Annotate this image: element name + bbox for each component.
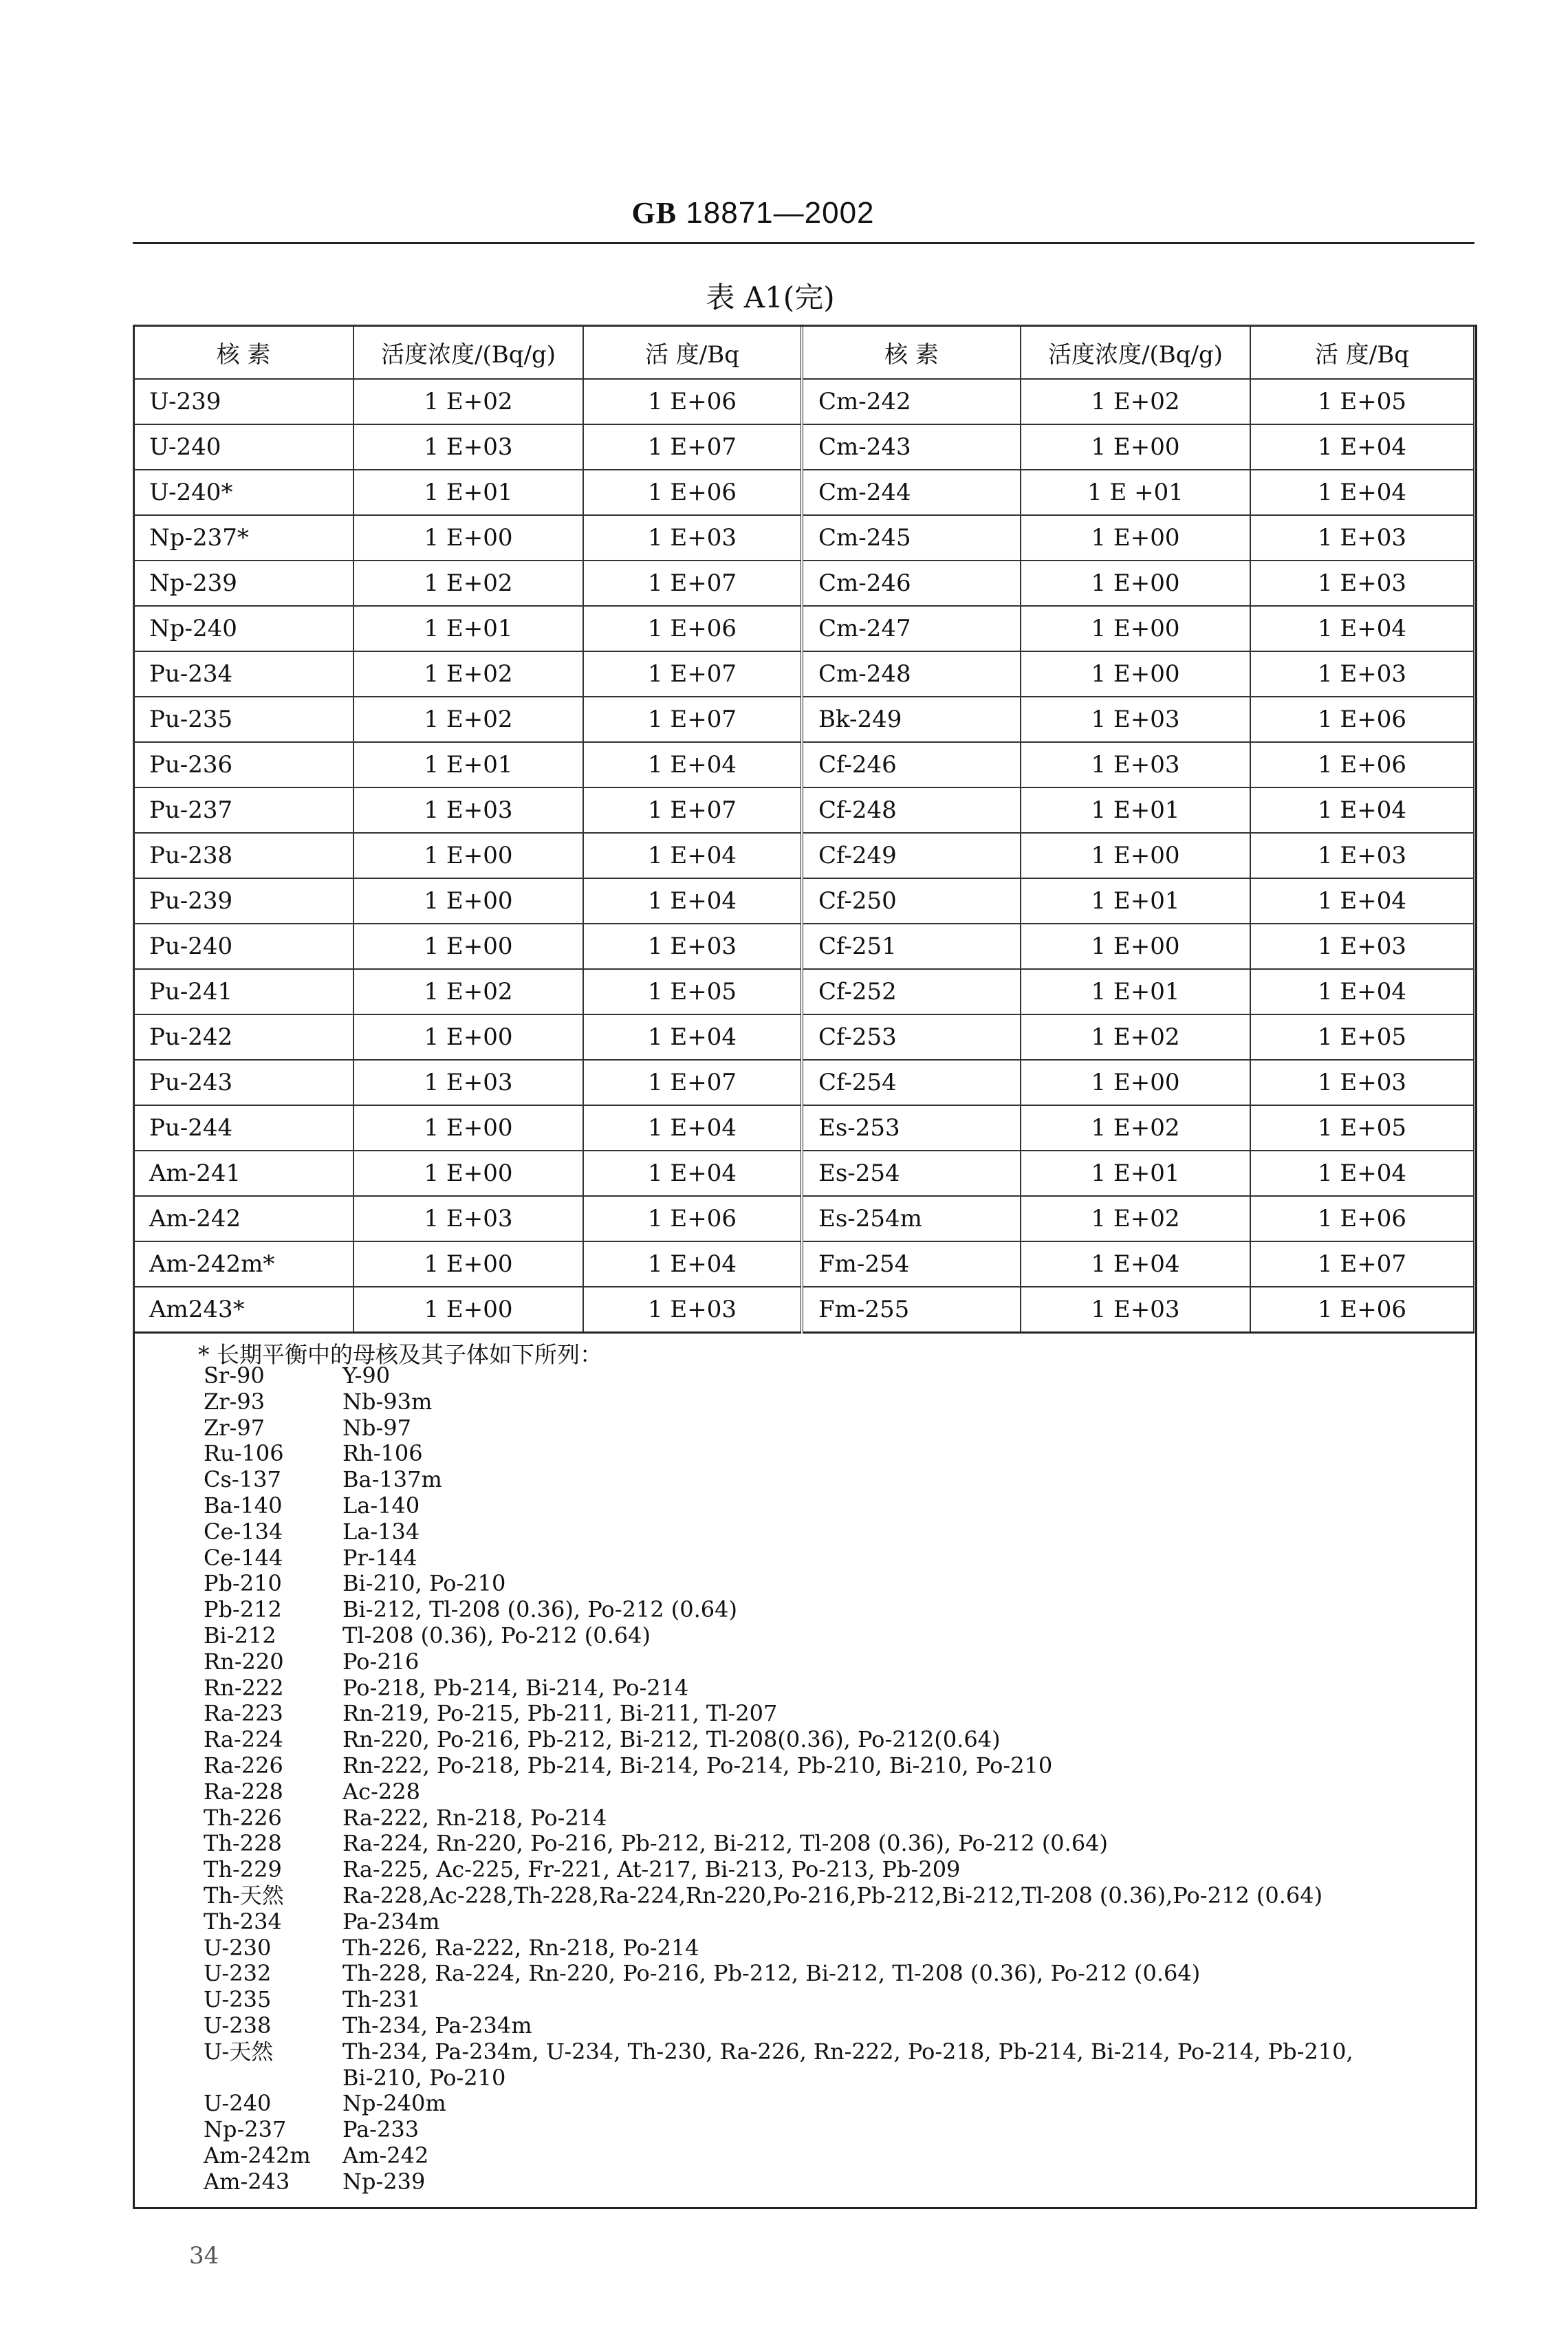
activity-concentration-cell: 1 E+02: [353, 969, 583, 1014]
decay-chain-row: [204, 1363, 1469, 1389]
nuclide-cell: Es-254: [802, 1151, 1021, 1196]
activity-concentration-cell: 1 E+01: [1021, 1151, 1250, 1196]
table-body: [133, 379, 1474, 1333]
parent-nuclide: Ra-226: [204, 1752, 283, 1779]
activity-concentration-cell: 1 E+00: [353, 878, 583, 924]
parent-nuclide: Ce-134: [204, 1518, 283, 1545]
activity-cell: 1 E+07: [583, 424, 802, 470]
parent-nuclide: Th-天然: [204, 1882, 284, 1909]
parent-nuclide: Rn-222: [204, 1674, 284, 1701]
daughter-nuclides: Ra-224, Rn-220, Po-216, Pb-212, Bi-212, Tl-208 (0.36), Po-212 (0.64): [342, 1830, 1109, 1857]
nuclide-cell: Pu-243: [133, 1060, 353, 1105]
table-row: [133, 833, 1474, 878]
nuclide-cell: Cf-252: [802, 969, 1021, 1014]
table-row: [133, 1014, 1474, 1060]
decay-chain-row: [204, 1779, 1469, 1805]
table-row: [133, 878, 1474, 924]
nuclide-cell: Fm-255: [802, 1287, 1021, 1333]
parent-nuclide: U-230: [204, 1934, 272, 1961]
activity-cell: 1 E+06: [583, 1196, 802, 1241]
nuclide-cell: Pu-241: [133, 969, 353, 1014]
nuclide-cell: Cm-244: [802, 470, 1021, 515]
table-row: [133, 1241, 1474, 1287]
decay-chain-row: [204, 1831, 1469, 1857]
activity-cell: 1 E+04: [583, 1105, 802, 1151]
activity-concentration-cell: 1 E+00: [1021, 424, 1250, 470]
decay-chain-row: [204, 2091, 1469, 2117]
nuclide-cell: Pu-237: [133, 787, 353, 833]
decay-chain-row: [204, 2143, 1469, 2169]
nuclide-cell: Pu-239: [133, 878, 353, 924]
parent-nuclide: Pb-212: [204, 1596, 282, 1623]
daughter-nuclides: La-134: [342, 1518, 420, 1545]
nuclide-cell: Np-239: [133, 561, 353, 606]
activity-cell: 1 E+04: [583, 1151, 802, 1196]
activity-concentration-cell: 1 E+00: [353, 1151, 583, 1196]
nuclide-cell: Fm-254: [802, 1241, 1021, 1287]
parent-nuclide: Th-228: [204, 1830, 282, 1857]
decay-chain-row: [204, 2117, 1469, 2143]
activity-cell: 1 E+06: [1250, 1287, 1474, 1333]
header-activity: 活 度/Bq: [1250, 325, 1474, 379]
nuclide-cell: Cm-247: [802, 606, 1021, 651]
nuclide-cell: Es-254m: [802, 1196, 1021, 1241]
decay-chain-row: [204, 1805, 1469, 1831]
header-activity-concentration: 活度浓度/(Bq/g): [353, 325, 583, 379]
daughter-nuclides: Rn-219, Po-215, Pb-211, Bi-211, Tl-207: [342, 1700, 778, 1727]
decay-chain-row: [204, 1701, 1469, 1727]
nuclide-cell: Cm-243: [802, 424, 1021, 470]
activity-cell: 1 E+04: [1250, 606, 1474, 651]
decay-chain-list: [204, 1363, 1469, 2195]
activity-cell: 1 E+06: [583, 470, 802, 515]
table-row: [133, 470, 1474, 515]
daughter-nuclides: Np-239: [342, 2168, 426, 2195]
decay-chain-row: [204, 1857, 1469, 1883]
decay-chain-row: [204, 1545, 1469, 1572]
standard-prefix: GB: [631, 196, 677, 230]
document-header: [0, 195, 1506, 230]
activity-cell: 1 E+06: [1250, 742, 1474, 787]
activity-cell: 1 E+03: [583, 515, 802, 561]
activity-concentration-cell: 1 E+00: [1021, 561, 1250, 606]
decay-chain-row: [204, 1727, 1469, 1753]
daughter-nuclides: Th-228, Ra-224, Rn-220, Po-216, Pb-212, Bi-212, Tl-208 (0.36), Po-212 (0.64): [342, 1960, 1201, 1987]
standard-number: 18871—2002: [686, 196, 875, 230]
decay-chain-row: [204, 1675, 1469, 1702]
activity-cell: 1 E+06: [583, 606, 802, 651]
nuclide-cell: Pu-234: [133, 651, 353, 697]
activity-concentration-cell: 1 E+02: [353, 561, 583, 606]
decay-chain-row: [204, 1935, 1469, 1961]
activity-concentration-cell: 1 E+00: [353, 515, 583, 561]
activity-cell: 1 E+04: [583, 833, 802, 878]
decay-chain-row: [204, 2169, 1469, 2195]
nuclide-cell: Am-241: [133, 1151, 353, 1196]
nuclide-cell: Cf-251: [802, 924, 1021, 969]
daughter-nuclides: Pr-144: [342, 1544, 417, 1571]
activity-cell: 1 E+06: [583, 379, 802, 424]
daughter-nuclides: Am-242: [342, 2142, 429, 2168]
parent-nuclide: Np-237: [204, 2116, 287, 2143]
daughter-nuclides: Nb-93m: [342, 1388, 433, 1415]
parent-nuclide: Ce-144: [204, 1544, 283, 1571]
parent-nuclide: Cs-137: [204, 1466, 281, 1493]
decay-chain-row: [204, 1623, 1469, 1649]
parent-nuclide: U-天然: [204, 2038, 274, 2065]
activity-cell: 1 E+05: [1250, 1014, 1474, 1060]
activity-concentration-cell: 1 E+00: [353, 924, 583, 969]
daughter-nuclides: Po-218, Pb-214, Bi-214, Po-214: [342, 1674, 689, 1701]
header-activity-concentration: 活度浓度/(Bq/g): [1021, 325, 1250, 379]
nuclide-cell: Cm-248: [802, 651, 1021, 697]
activity-cell: 1 E+05: [583, 969, 802, 1014]
nuclide-cell: Cf-248: [802, 787, 1021, 833]
activity-concentration-cell: 1 E+03: [1021, 697, 1250, 742]
activity-concentration-cell: 1 E+03: [353, 424, 583, 470]
decay-chain-row: [204, 1961, 1469, 1987]
daughter-nuclides: Pa-233: [342, 2116, 420, 2143]
activity-cell: 1 E+03: [583, 924, 802, 969]
nuclide-cell: U-239: [133, 379, 353, 424]
nuclide-cell: Np-240: [133, 606, 353, 651]
activity-cell: 1 E+03: [1250, 515, 1474, 561]
activity-concentration-cell: 1 E+03: [1021, 742, 1250, 787]
activity-concentration-cell: 1 E+00: [353, 1014, 583, 1060]
activity-cell: 1 E+04: [1250, 424, 1474, 470]
nuclide-cell: Cm-246: [802, 561, 1021, 606]
activity-cell: 1 E+05: [1250, 379, 1474, 424]
table-row: [133, 515, 1474, 561]
parent-nuclide: Ra-228: [204, 1778, 283, 1805]
footnote-title: * 长期平衡中的母核及其子体如下所列：: [198, 1341, 602, 1368]
parent-nuclide: Th-234: [204, 1908, 282, 1935]
daughter-nuclides: Ra-222, Rn-218, Po-214: [342, 1804, 607, 1831]
activity-cell: 1 E+04: [583, 1241, 802, 1287]
table-row: [133, 606, 1474, 651]
activity-concentration-cell: 1 E +01: [1021, 470, 1250, 515]
activity-concentration-cell: 1 E+00: [1021, 833, 1250, 878]
page-number: 34: [189, 2242, 219, 2270]
activity-concentration-cell: 1 E+00: [1021, 924, 1250, 969]
nuclide-cell: U-240*: [133, 470, 353, 515]
activity-cell: 1 E+03: [1250, 651, 1474, 697]
activity-cell: 1 E+03: [1250, 561, 1474, 606]
nuclide-cell: U-240: [133, 424, 353, 470]
activity-concentration-cell: 1 E+00: [353, 1241, 583, 1287]
parent-nuclide: Rn-220: [204, 1648, 284, 1675]
activity-cell: 1 E+06: [1250, 697, 1474, 742]
parent-nuclide: U-238: [204, 2012, 272, 2039]
nuclide-cell: Np-237*: [133, 515, 353, 561]
activity-concentration-cell: 1 E+01: [353, 606, 583, 651]
parent-nuclide: U-235: [204, 1986, 272, 2013]
daughter-nuclides: Po-216: [342, 1648, 420, 1675]
activity-cell: 1 E+07: [583, 787, 802, 833]
nuclide-cell: Cm-242: [802, 379, 1021, 424]
daughter-nuclides: Ra-228,Ac-228,Th-228,Ra-224,Rn-220,Po-216,Pb-212,Bi-212,Tl-208 (0.36),Po-212 (0.64): [342, 1882, 1323, 1909]
table-row: [133, 787, 1474, 833]
table-row: [133, 1060, 1474, 1105]
activity-concentration-cell: 1 E+01: [353, 742, 583, 787]
parent-nuclide: Zr-97: [204, 1414, 265, 1441]
activity-concentration-cell: 1 E+02: [1021, 379, 1250, 424]
daughter-nuclides: Ac-228: [342, 1778, 420, 1805]
decay-chain-row: [204, 1753, 1469, 1779]
decay-chain-row: [204, 2039, 1469, 2091]
activity-cell: 1 E+07: [1250, 1241, 1474, 1287]
activity-concentration-cell: 1 E+00: [1021, 1060, 1250, 1105]
table-row: [133, 561, 1474, 606]
activity-concentration-cell: 1 E+01: [1021, 787, 1250, 833]
activity-cell: 1 E+04: [583, 742, 802, 787]
activity-concentration-cell: 1 E+00: [1021, 651, 1250, 697]
daughter-nuclides: Pa-234m: [342, 1908, 440, 1935]
decay-chain-row: [204, 1415, 1469, 1442]
activity-concentration-cell: 1 E+00: [353, 1287, 583, 1333]
activity-cell: 1 E+07: [583, 1060, 802, 1105]
activity-concentration-cell: 1 E+01: [1021, 878, 1250, 924]
nuclide-cell: Am-242m*: [133, 1241, 353, 1287]
activity-concentration-cell: 1 E+02: [353, 379, 583, 424]
table-row: [133, 424, 1474, 470]
activity-concentration-cell: 1 E+00: [1021, 515, 1250, 561]
activity-cell: 1 E+04: [1250, 878, 1474, 924]
activity-cell: 1 E+03: [1250, 833, 1474, 878]
nuclide-cell: Cf-250: [802, 878, 1021, 924]
activity-concentration-cell: 1 E+03: [1021, 1287, 1250, 1333]
nuclide-cell: Am243*: [133, 1287, 353, 1333]
nuclide-cell: Cf-254: [802, 1060, 1021, 1105]
activity-concentration-cell: 1 E+02: [1021, 1105, 1250, 1151]
nuclide-table: [133, 325, 1474, 1334]
header-rule: [133, 242, 1474, 244]
activity-cell: 1 E+06: [1250, 1196, 1474, 1241]
activity-cell: 1 E+07: [583, 651, 802, 697]
decay-chain-row: [204, 1597, 1469, 1623]
table-row: [133, 924, 1474, 969]
parent-nuclide: Sr-90: [204, 1362, 265, 1389]
daughter-nuclides: Tl-208 (0.36), Po-212 (0.64): [342, 1622, 651, 1649]
parent-nuclide: Pb-210: [204, 1570, 282, 1597]
nuclide-cell: Cf-253: [802, 1014, 1021, 1060]
activity-cell: 1 E+03: [1250, 1060, 1474, 1105]
parent-nuclide: Ra-223: [204, 1700, 283, 1727]
header-nuclide: 核 素: [133, 325, 353, 379]
parent-nuclide: Ba-140: [204, 1492, 283, 1519]
activity-concentration-cell: 1 E+00: [353, 833, 583, 878]
activity-concentration-cell: 1 E+03: [353, 1060, 583, 1105]
daughter-nuclides: Rn-220, Po-216, Pb-212, Bi-212, Tl-208(0.36), Po-212(0.64): [342, 1726, 1001, 1753]
decay-chain-row: [204, 1649, 1469, 1675]
daughter-nuclides: La-140: [342, 1492, 420, 1519]
table-row: [133, 1151, 1474, 1196]
table-row: [133, 651, 1474, 697]
activity-concentration-cell: 1 E+03: [353, 1196, 583, 1241]
activity-cell: 1 E+04: [1250, 969, 1474, 1014]
activity-cell: 1 E+04: [583, 878, 802, 924]
header-nuclide: 核 素: [802, 325, 1021, 379]
daughter-nuclides: Np-240m: [342, 2090, 446, 2117]
nuclide-cell: Pu-240: [133, 924, 353, 969]
table-header-row: [133, 325, 1474, 379]
activity-cell: 1 E+04: [1250, 470, 1474, 515]
activity-concentration-cell: 1 E+01: [353, 470, 583, 515]
nuclide-cell: Am-242: [133, 1196, 353, 1241]
activity-cell: 1 E+04: [1250, 1151, 1474, 1196]
parent-nuclide: U-240: [204, 2090, 272, 2117]
daughter-nuclides: Ra-225, Ac-225, Fr-221, At-217, Bi-213, Po-213, Pb-209: [342, 1856, 961, 1883]
parent-nuclide: Am-243: [204, 2168, 290, 2195]
header-activity: 活 度/Bq: [583, 325, 802, 379]
parent-nuclide: Th-226: [204, 1804, 282, 1831]
decay-chain-row: [204, 1883, 1469, 1909]
daughter-nuclides: Bi-210, Po-210: [342, 1570, 506, 1597]
nuclide-cell: Bk-249: [802, 697, 1021, 742]
activity-cell: 1 E+05: [1250, 1105, 1474, 1151]
activity-concentration-cell: 1 E+00: [353, 1105, 583, 1151]
activity-cell: 1 E+03: [583, 1287, 802, 1333]
activity-concentration-cell: 1 E+01: [1021, 969, 1250, 1014]
table-row: [133, 1196, 1474, 1241]
nuclide-cell: Pu-238: [133, 833, 353, 878]
activity-cell: 1 E+07: [583, 697, 802, 742]
activity-concentration-cell: 1 E+00: [1021, 606, 1250, 651]
nuclide-cell: Cf-249: [802, 833, 1021, 878]
daughter-nuclides: Th-231: [342, 1986, 421, 2013]
parent-nuclide: Zr-93: [204, 1388, 265, 1415]
daughter-nuclides: Th-234, Pa-234m, U-234, Th-230, Ra-226, Rn-222, Po-218, Pb-214, Bi-214, Po-214, Pb-210, Bi-210, Po-210: [342, 2038, 1353, 2091]
activity-concentration-cell: 1 E+02: [1021, 1196, 1250, 1241]
parent-nuclide: Bi-212: [204, 1622, 276, 1649]
table-row: [133, 1287, 1474, 1333]
activity-concentration-cell: 1 E+02: [353, 651, 583, 697]
nuclide-cell: Pu-242: [133, 1014, 353, 1060]
parent-nuclide: Th-229: [204, 1856, 282, 1883]
decay-chain-row: [204, 1571, 1469, 1597]
decay-chain-row: [204, 1441, 1469, 1467]
activity-cell: 1 E+04: [1250, 787, 1474, 833]
nuclide-cell: Pu-236: [133, 742, 353, 787]
table-row: [133, 379, 1474, 424]
table-caption: 表 A1(完): [706, 281, 835, 314]
activity-cell: 1 E+04: [583, 1014, 802, 1060]
decay-chain-row: [204, 1493, 1469, 1519]
table-row: [133, 969, 1474, 1014]
decay-chain-row: [204, 1519, 1469, 1545]
daughter-nuclides: Th-226, Ra-222, Rn-218, Po-214: [342, 1934, 699, 1961]
parent-nuclide: Ru-106: [204, 1440, 284, 1467]
activity-cell: 1 E+07: [583, 561, 802, 606]
daughter-nuclides: Bi-212, Tl-208 (0.36), Po-212 (0.64): [342, 1596, 737, 1623]
activity-concentration-cell: 1 E+03: [353, 787, 583, 833]
nuclide-cell: Cf-246: [802, 742, 1021, 787]
daughter-nuclides: Y-90: [342, 1362, 391, 1389]
decay-chain-row: [204, 2013, 1469, 2039]
daughter-nuclides: Ba-137m: [342, 1466, 442, 1493]
daughter-nuclides: Rn-222, Po-218, Pb-214, Bi-214, Po-214, Pb-210, Bi-210, Po-210: [342, 1752, 1053, 1779]
daughter-nuclides: Nb-97: [342, 1414, 412, 1441]
activity-concentration-cell: 1 E+04: [1021, 1241, 1250, 1287]
activity-concentration-cell: 1 E+02: [1021, 1014, 1250, 1060]
nuclide-cell: Es-253: [802, 1105, 1021, 1151]
activity-cell: 1 E+03: [1250, 924, 1474, 969]
parent-nuclide: Ra-224: [204, 1726, 283, 1753]
nuclide-cell: Pu-244: [133, 1105, 353, 1151]
decay-chain-row: [204, 1909, 1469, 1935]
nuclide-cell: Pu-235: [133, 697, 353, 742]
decay-chain-row: [204, 1987, 1469, 2013]
table-row: [133, 697, 1474, 742]
nuclide-cell: Cm-245: [802, 515, 1021, 561]
activity-concentration-cell: 1 E+02: [353, 697, 583, 742]
decay-chain-row: [204, 1389, 1469, 1415]
parent-nuclide: Am-242m: [204, 2142, 311, 2168]
table-row: [133, 742, 1474, 787]
daughter-nuclides: Rh-106: [342, 1440, 423, 1467]
decay-chain-row: [204, 1467, 1469, 1493]
daughter-nuclides: Th-234, Pa-234m: [342, 2012, 532, 2039]
parent-nuclide: U-232: [204, 1960, 272, 1987]
table-row: [133, 1105, 1474, 1151]
